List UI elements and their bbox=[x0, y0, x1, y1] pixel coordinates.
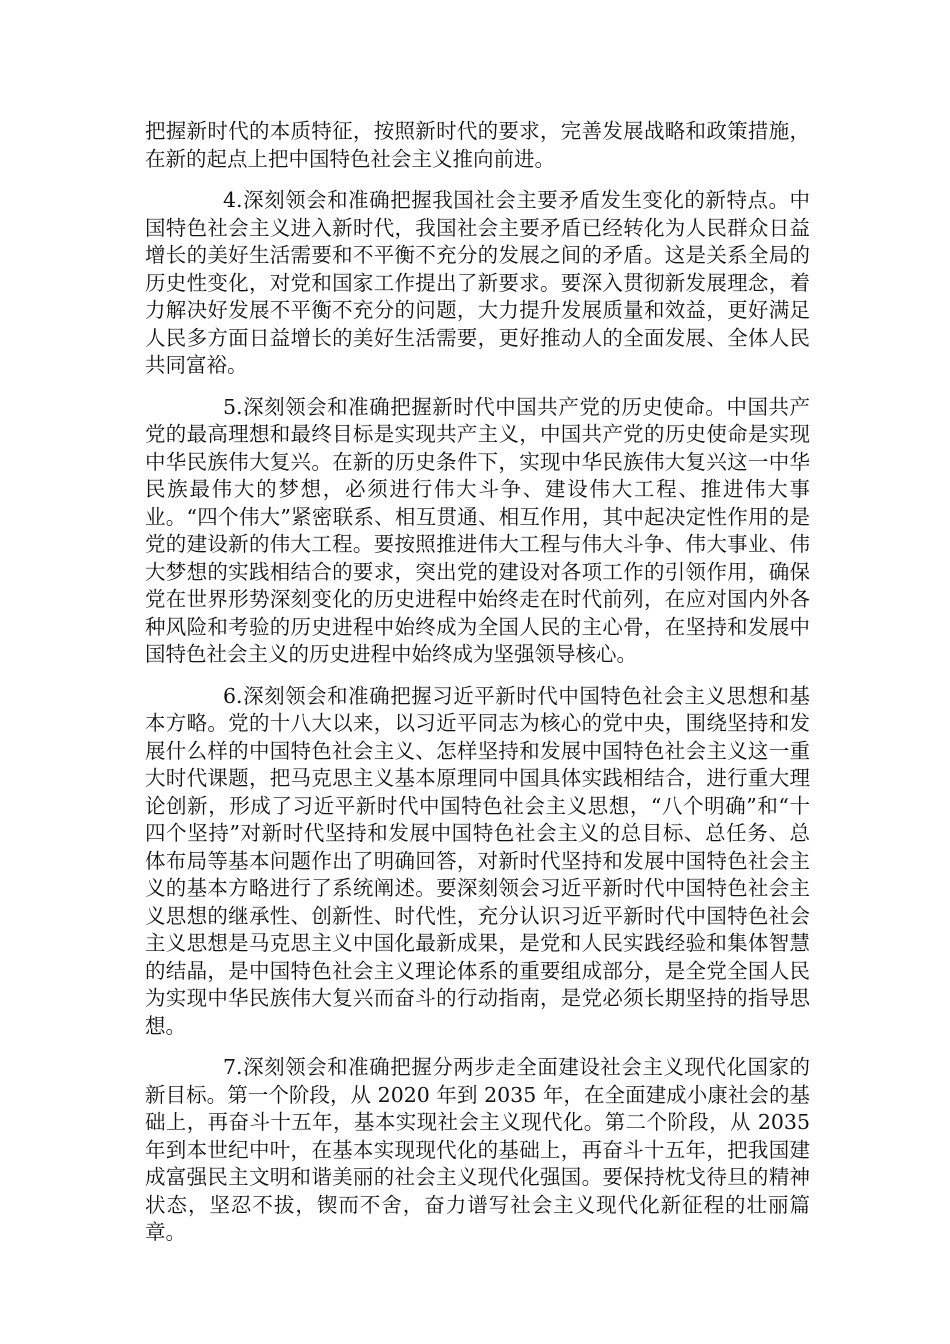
paragraph-item-4: 4.深刻领会和准确把握我国社会主要矛盾发生变化的新特点。中国特色社会主义进入新时代，我国社会主要矛盾已经转化为人民群众日益增长的美好生活需要和不平衡不充分的发展之间的矛盾。这是关系全局的历史性变化，对党和国家工作提出了新要求。要深入贯彻新发展理念，着力解决好发展不平衡不充分的问题，大力提升发展质量和效益，更好满足人民多方面日益增长的美好生活需要，更好推动人的全面发展、全体人民共同富裕。 bbox=[145, 188, 810, 377]
paragraph-item-6: 6.深刻领会和准确把握习近平新时代中国特色社会主义思想和基本方略。党的十八大以来，以习近平同志为核心的党中央，围绕坚持和发展什么样的中国特色社会主义、怎样坚持和发展中国特色社会主义这一重大时代课题，把马克思主义基本原理同中国具体实践相结合，进行重大理论创新，形成了习近平新时代中国特色社会主义思想，“八个明确”和“十四个坚持”对新时代坚持和发展中国特色社会主义的总目标、总任务、总体布局等基本问题作出了明确回答，对新时代坚持和发展中国特色社会主义的基本方略进行了系统阐述。要深刻领会习近平新时代中国特色社会主义思想的继承性、创新性、时代性，充分认识习近平新时代中国特色社会主义思想是马克思主义中国化最新成果，是党和人民实践经验和集体智慧的结晶，是中国特色社会主义理论体系的重要组成部分，是全党全国人民为实现中华民族伟大复兴而奋斗的行动指南，是党必须长期坚持的指导思想。 bbox=[145, 683, 810, 1038]
paragraph-item-7: 7.深刻领会和准确把握分两步走全面建设社会主义现代化国家的新目标。第一个阶段，从 2020 年到 2035 年，在全面建成小康社会的基础上，再奋斗十五年，基本实现社会主义现代化。第二个阶段，从 2035 年到本世纪中叶，在基本实现现代化的基础上，再奋斗十五年，把我国建成富强民主文明和谐美丽的社会主义现代化强国。要保持枕戈待旦的精神状态，坚忍不拔，锲而不舍，奋力谱写社会主义现代化新征程的壮丽篇章。 bbox=[145, 1055, 810, 1244]
paragraph-continuation: 把握新时代的本质特征，按照新时代的要求，完善发展战略和政策措施，在新的起点上把中国特色社会主义推向前进。 bbox=[145, 119, 810, 171]
paragraph-item-5: 5.深刻领会和准确把握新时代中国共产党的历史使命。中国共产党的最高理想和最终目标是实现共产主义，中国共产党的历史使命是实现中华民族伟大复兴。在新的历史条件下，实现中华民族伟大复兴这一中华民族最伟大的梦想，必须进行伟大斗争、建设伟大工程、推进伟大事业。“四个伟大”紧密联系、相互贯通、相互作用，其中起决定性作用的是党的建设新的伟大工程。要按照推进伟大工程与伟大斗争、伟大事业、伟大梦想的实践相结合的要求，突出党的建设对各项工作的引领作用，确保党在世界形势深刻变化的历史进程中始终走在时代前列，在应对国内外各种风险和考验的历史进程中始终成为全国人民的主心骨，在坚持和发展中国特色社会主义的历史进程中始终成为坚强领导核心。 bbox=[145, 394, 810, 666]
document-page bbox=[145, 118, 810, 1261]
